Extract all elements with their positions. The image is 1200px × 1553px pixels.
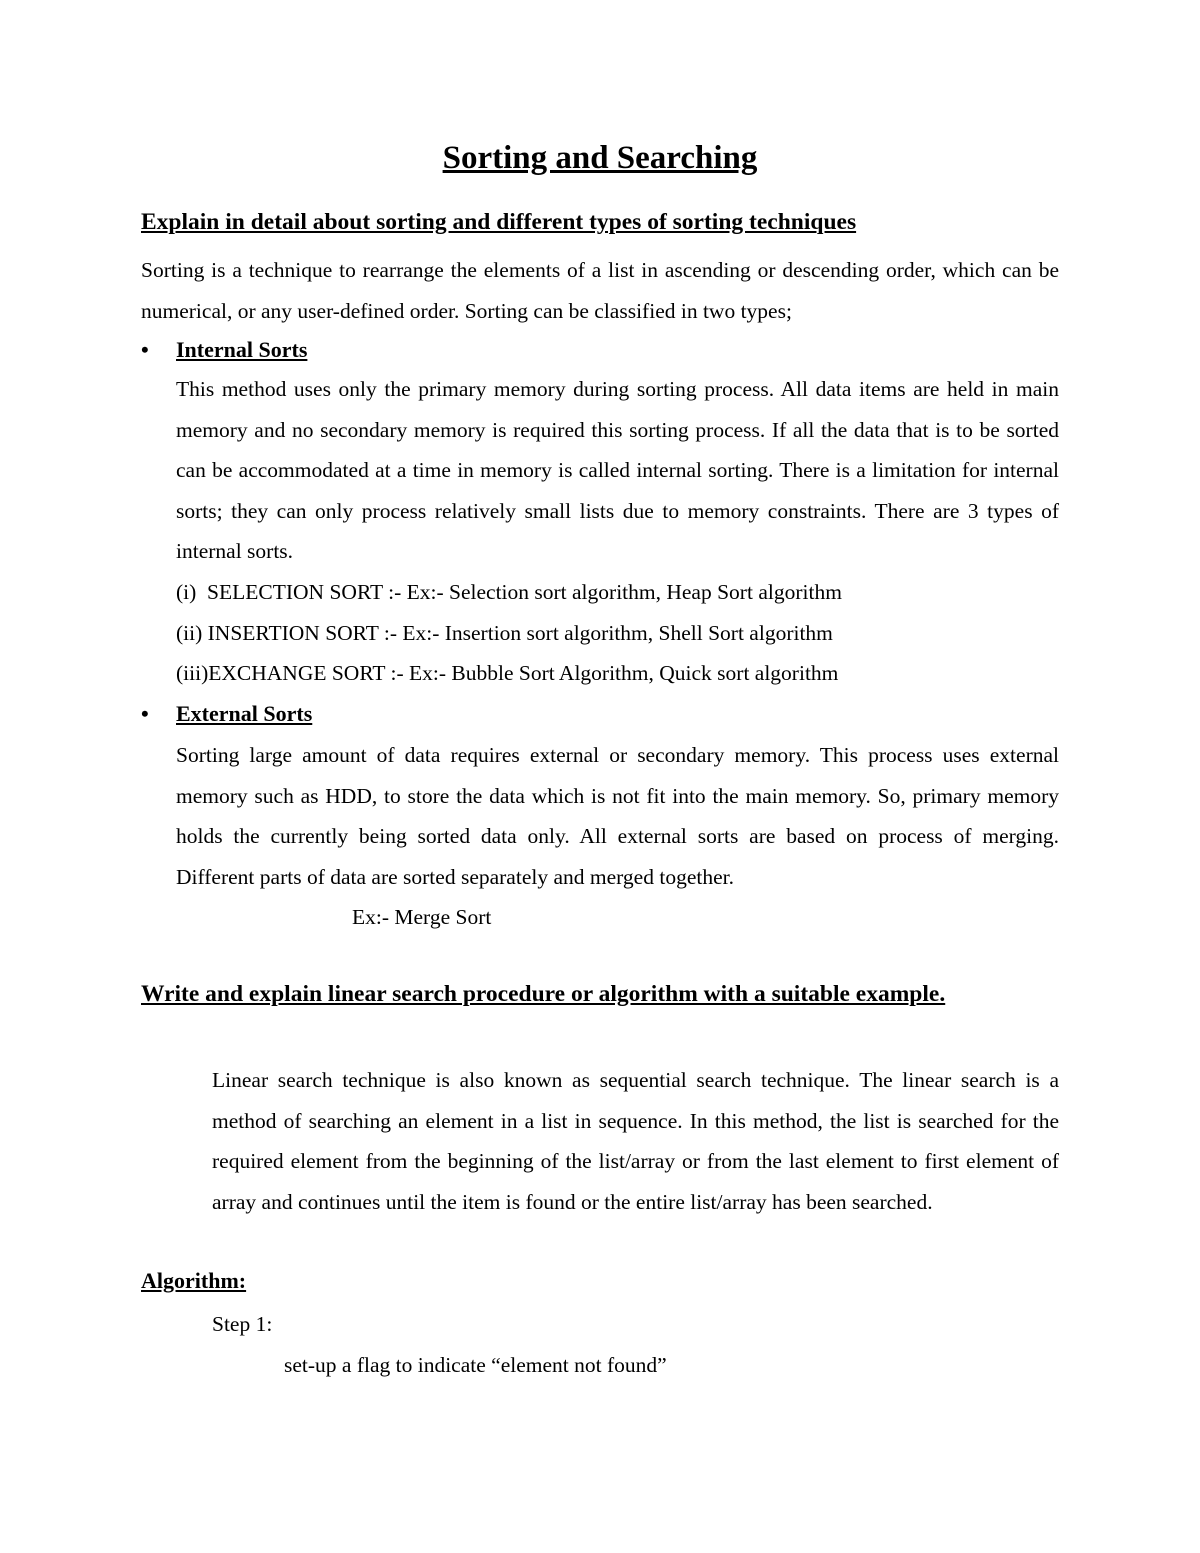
algorithm-label: Algorithm:: [141, 1268, 247, 1293]
step-1-label: Step 1:: [212, 1312, 273, 1336]
paragraph-external-sorts: Sorting large amount of data requires external or secondary memory. This process uses external memory such as HDD, to store the data which is not fit into the main memory. So, primary memory holds the currently being sorted data only. All external sorts are based on process of merging. Different parts of data are sorted separately and merged together.: [176, 743, 1059, 889]
example-merge-sort: Ex:- Merge Sort: [352, 905, 492, 929]
bullet-label-external: External Sorts: [176, 701, 313, 726]
list-item-selection-sort: (i) SELECTION SORT :- Ex:- Selection sort algorithm, Heap Sort algorithm: [176, 580, 842, 604]
paragraph-sorting-intro: Sorting is a technique to rearrange the elements of a list in ascending or descending order, which can be numerical, or any user-defined order. Sorting can be classified in two types;: [141, 258, 1059, 323]
bullet-label-internal: Internal Sorts: [176, 337, 308, 362]
bullet-icon: •: [141, 701, 149, 726]
step-1-text: set-up a flag to indicate “element not found”: [284, 1353, 667, 1377]
bullet-icon: •: [141, 337, 149, 362]
paragraph-internal-sorts: This method uses only the primary memory during sorting process. All data items are held in main memory and no secondary memory is required this sorting process. If all the data that is to be sorted can be accommodated at a time in memory is called internal sorting. There is a limitation for internal sorts; they can only process relatively small lists due to memory constraints. There are 3 types of internal sorts.: [176, 377, 1059, 563]
paragraph-linear-search: Linear search technique is also known as sequential search technique. The linear search is a method of searching an element in a list in sequence. In this method, the list is searched for the required element from the beginning of the list/array or from the last element to first element of array and continues until the item is found or the entire list/array has been searched.: [212, 1068, 1059, 1214]
list-item-exchange-sort: (iii)EXCHANGE SORT :- Ex:- Bubble Sort Algorithm, Quick sort algorithm: [176, 661, 839, 685]
section-heading-sorting: Explain in detail about sorting and different types of sorting techniques: [141, 209, 857, 235]
page-title: Sorting and Searching: [442, 140, 758, 176]
list-item-insertion-sort: (ii) INSERTION SORT :- Ex:- Insertion sort algorithm, Shell Sort algorithm: [176, 621, 833, 645]
section-heading-linear-search: Write and explain linear search procedure or algorithm with a suitable example.: [141, 981, 946, 1007]
